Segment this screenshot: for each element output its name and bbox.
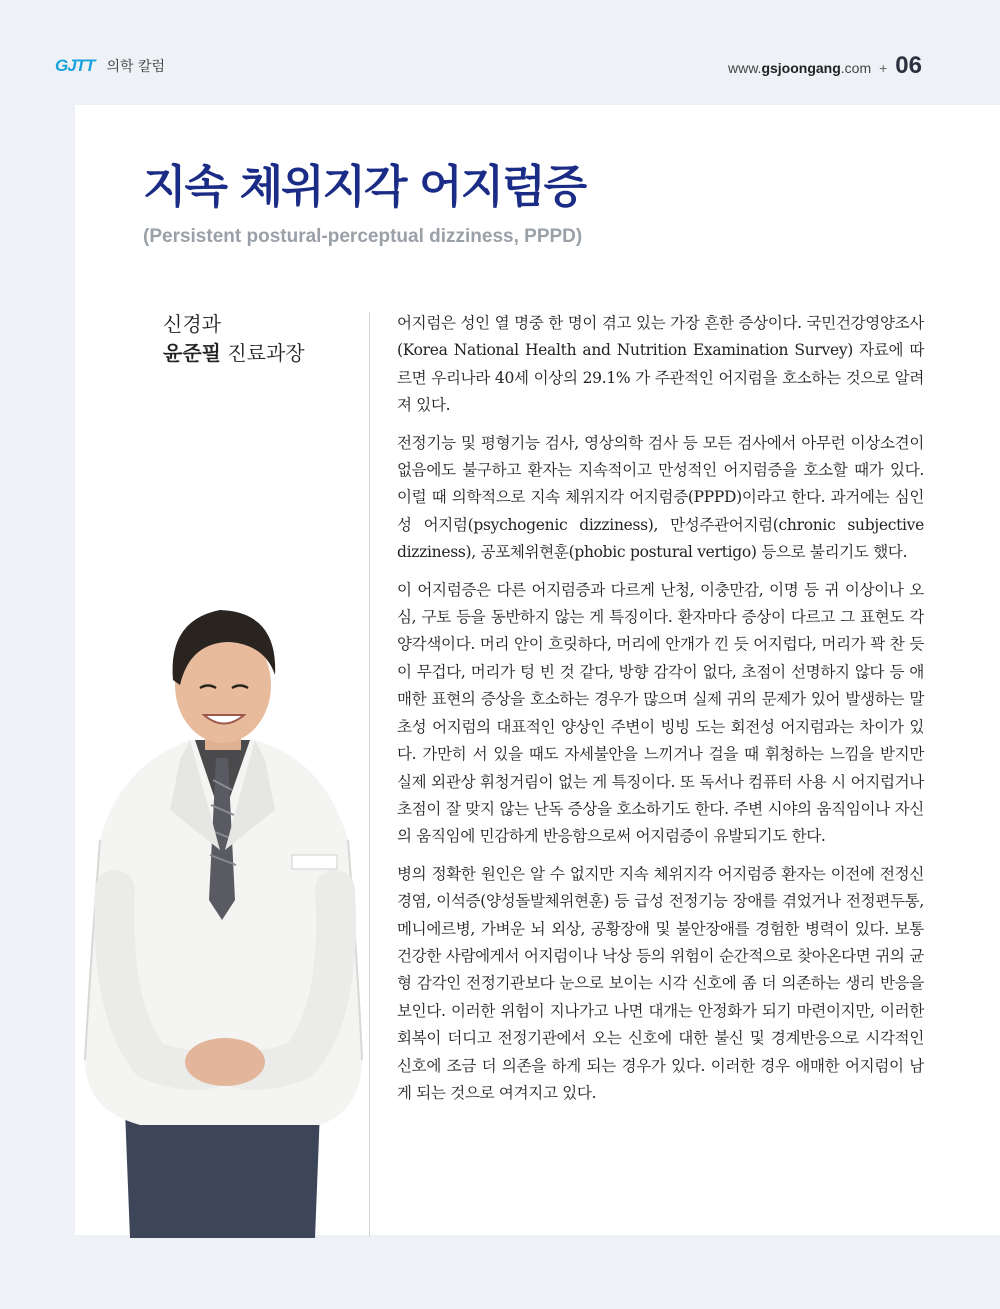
author-name: 윤준필 [163, 341, 221, 365]
paragraph: 어지럼은 성인 열 명중 한 명이 겪고 있는 가장 흔한 증상이다. 국민건강영양조사(Korea National Health and Nutrition Examination Survey) 자료에 따르면 우리나라 40세 이상의 29.1% 가 주관적인 어지럼을 호소하는 것으로 알려져 있다. [397, 314, 924, 415]
paragraph: 전정기능 및 평형기능 검사, 영상의학 검사 등 모든 검사에서 아무런 이상소견이 없음에도 불구하고 환자는 지속적이고 만성적인 어지럼증을 호소할 때가 있다. 이럴 때 의학적으로 지속 체위지각 어지럼증(PPPD)이라고 한다. 과거에는 심인성 어지럼(psychogenic dizziness), 만성주관어지럼(chronic subjective dizziness), 공포체위현훈(phobic postural vertigo) 등으로 불리기도 했다. [397, 433, 924, 562]
author-department: 신경과 [163, 312, 221, 336]
header-left [55, 56, 165, 76]
header-right [728, 52, 922, 80]
article-subtitle: (Persistent postural-perceptual dizziness, PPPD) [143, 226, 583, 247]
publication-logo: GJTT [55, 56, 95, 75]
paragraph: 이 어지럼증은 다른 어지럼증과 다르게 난청, 이충만감, 이명 등 귀 이상이나 오심, 구토 등을 동반하지 않는 게 특징이다. 환자마다 증상이 다르고 그 표현도 각양각색이다. 머리 안이 흐릿하다, 머리에 안개가 낀 듯 어지럽다, 머리가 꽉 찬 듯이 무겁다, 머리가 텅 빈 것 같다, 방향 감각이 없다, 초점이 선명하지 않다 등 애매한 표현의 증상을 호소하는 경우가 많으며 실제 귀의 문제가 있어 발생하는 말초성 어지럼의 대표적인 양상인 주변이 빙빙 도는 회전성 어지럼과는 차이가 있다. 가만히 서 있을 때도 자세불안을 느끼거나 걸을 때 휘청하는 느낌을 받지만 실제 외관상 휘청거림이 없는 게 특징이다. 또 독서나 컴퓨터 사용 시 어지럽거나 초점이 잘 맞지 않는 난독 증상을 호소하기도 한다. 주변 시야의 움직임이나 자신의 움직임에 민감하게 반응함으로써 어지럼증이 유발되기도 한다. [397, 580, 924, 846]
author-block [163, 310, 305, 368]
separator-plus: + [879, 60, 888, 76]
article-body [397, 310, 924, 1117]
section-label: 의학 칼럼 [106, 59, 165, 75]
author-line [163, 339, 305, 368]
page-header [0, 0, 1000, 105]
page-number: 06 [895, 52, 922, 79]
doctor-portrait [80, 590, 365, 1238]
paragraph: 병의 정확한 원인은 알 수 없지만 지속 체위지각 어지럼증 환자는 이전에 전정신경염, 이석증(양성돌발체위현훈) 등 급성 전정기능 장애를 겪었거나 전정편두통, 메니에르병, 가벼운 뇌 외상, 공황장애 및 불안장애를 경험한 병력이 있다. 보통 건강한 사람에게서 어지럼이나 낙상 등의 위험이 순간적으로 찾아온다면 귀의 균형 감각인 전정기관보다 눈으로 보이는 시각 신호에 좀 더 의존하는 생리 반응을 보인다. 이러한 위험이 지나가고 나면 대개는 안정화가 되기 마련이지만, 이러한 회복이 더디고 전정기관에서 오는 신호에 대한 불신 및 경계반응으로 시각적인 신호에 조금 더 의존을 하게 되는 경우가 있다. 이러한 경우 애매한 어지럼이 남게 되는 것으로 여겨지고 있다. [397, 864, 924, 1102]
author-role: 진료과장 [227, 341, 305, 365]
website-url: www.gsjoongang.com [727, 60, 872, 76]
column-divider [369, 312, 370, 1237]
article-title: 지속 체위지각 어지럼증 [143, 160, 586, 213]
